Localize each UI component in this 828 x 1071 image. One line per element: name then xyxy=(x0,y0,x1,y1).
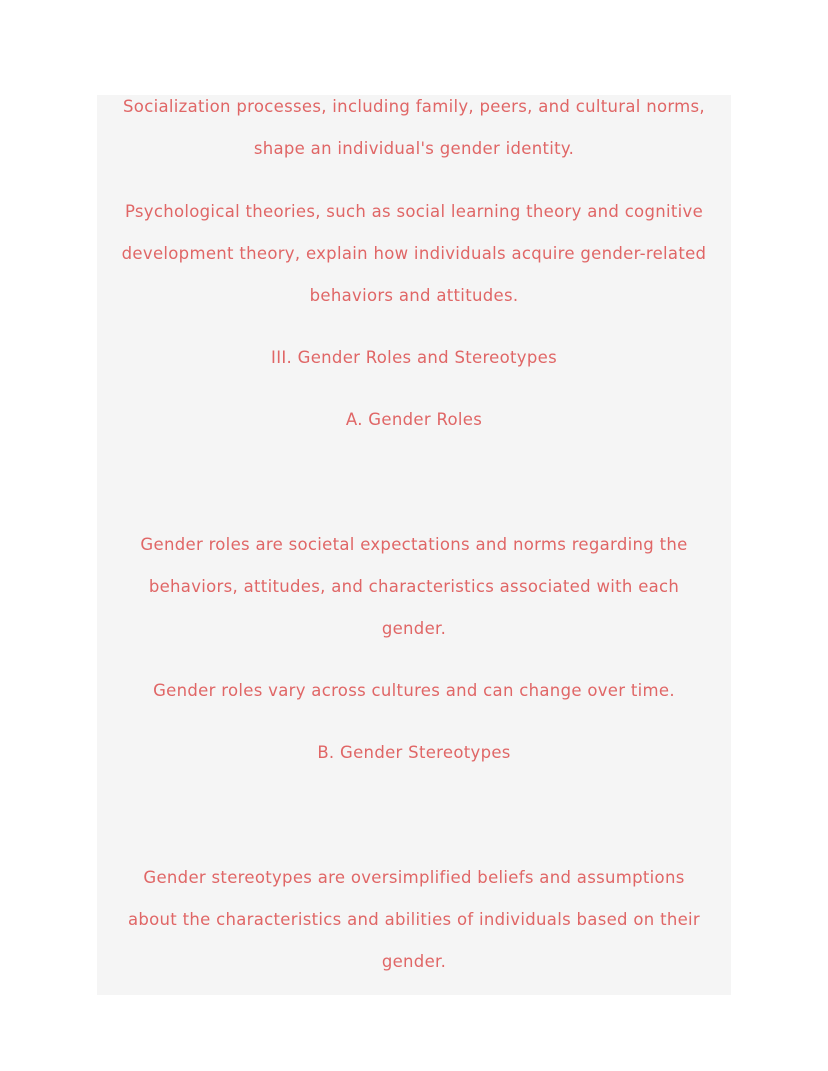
paragraph-psychological-line-2: development theory, explain how individuals acquire gender-related xyxy=(121,244,707,263)
paragraph-socialization-line-2: shape an individual's gender identity. xyxy=(253,139,575,158)
paragraph-stereotypes-line-3: gender. xyxy=(381,952,447,971)
paragraph-roles-vary: Gender roles vary across cultures and can change over time. xyxy=(153,681,675,700)
paragraph-psychological-line-1: Psychological theories, such as social learning theory and cognitive xyxy=(124,202,704,221)
paragraph-psychological-line-3: behaviors and attitudes. xyxy=(309,286,519,305)
subsection-heading-gender-stereotypes: B. Gender Stereotypes xyxy=(317,743,511,762)
document-page xyxy=(97,95,731,995)
section-heading: III. Gender Roles and Stereotypes xyxy=(271,348,557,367)
paragraph-gender-roles-line-3: gender. xyxy=(381,619,447,638)
paragraph-stereotypes-line-1: Gender stereotypes are oversimplified beliefs and assumptions xyxy=(143,868,685,887)
subsection-heading-gender-roles: A. Gender Roles xyxy=(345,410,483,429)
paragraph-gender-roles-line-1: Gender roles are societal expectations and norms regarding the xyxy=(140,535,688,554)
paragraph-stereotypes-line-2: about the characteristics and abilities of individuals based on their xyxy=(127,910,701,929)
paragraph-socialization-line-1: Socialization processes, including family, peers, and cultural norms, xyxy=(123,97,705,116)
paragraph-gender-roles-line-2: behaviors, attitudes, and characteristics associated with each xyxy=(148,577,680,596)
